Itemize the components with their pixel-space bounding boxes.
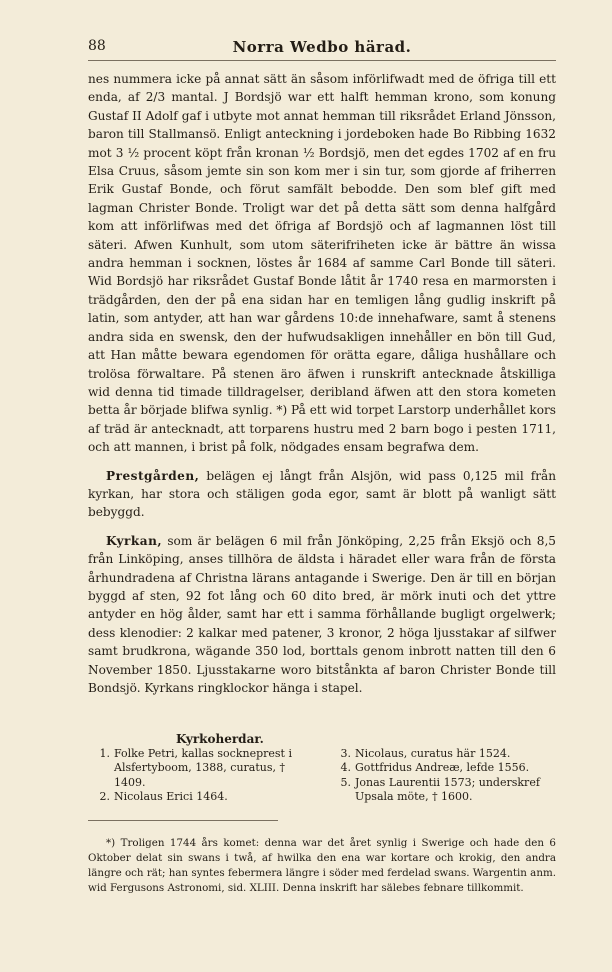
list-item: 1. Folke Petri, kallas sockneprest i Alsfertyboom, 1388, curatus, † 1409. [99,747,292,789]
list-item: 5. Jonas Laurentii 1573; underskref Upsala möte, † 1600. [340,775,540,803]
paragraph-prestgarden-text: belägen ej långt från Alsjön, wid pass 0,125 mil från kyrkan, har stora och stäligen goda egor, samt är blott på wanligt sätt bebyggd. [88,468,556,520]
paragraph-kyrkan [88,532,556,698]
clergy-column-left [88,747,315,804]
paragraph-bordsjo: nes nummera icke på annat sätt än såsom införlifwadt med de öfriga till ett enda, af 2/3 mantal. J Bordsjö war ett halft hemman krono, som konung Gustaf II Adolf gaf i utbyte mot annat hemman till riksrådet Erland Jönsson, baron till Stallmansö. Enligt anteckning i jordeboken hade Bo Ribbing 1632 mot 3 ½ procent köpt från kronan ½ Bordsjö, men det egdes 1702 af en fru Elsa Cruus, såsom jemte sin son kom mer i sin tur, som gjorde af friherren Erik Gustaf Bonde, och förut samfält bebodde. Den som blef gift med lagman Christer Bonde. Troligt war det på detta sätt som denna halfgård kom att införlifwas med det öfriga af Bordsjö och af lagmannen löst till säteri. Afwen Kunhult, som utom säterifriheten icke är bättre än wissa andra hemman i socknen, löstes år 1684 af samme Carl Bonde till säteri. Wid Bordsjö har riksrådet Gustaf Bonde låtit år 1740 resa en marmorsten i trädgården, den der på ena sidan har en temligen lång gudlig inskrift på latin, som antyder, att han war gårdens 10:de innehafware, samt å stenens andra sida en swensk, den der hufwudsakligen innehåller en bön till Gud, att Han måtte bewara egendomen för orätta egare, dåliga hushållare och trolösa förwaltare. På stenen äro äfwen i runskrift antecknade åtskilliga wid denna tid timade tilldragelser, deribland äfwen att den stora kometen betta år började blifwa synlig. *) På ett wid torpet Larstorp underhållet kors af träd är antecknadt, att torparens hustru med 2 barn bogo i pesten 1711, och att mannen, i brist på folk, nödgades ensam begrafwa dem. [88,72,556,455]
running-head: Norra Wedbo härad. [232,38,412,56]
lead-word-kyrkan: Kyrkan, [106,533,163,548]
list-item: 4. Gottfridus Andreæ, lefde 1556. [340,761,530,775]
lead-word-prestgarden: Prestgården, [106,468,200,483]
footnote-divider [88,820,278,821]
body-text [88,70,556,697]
page-header [88,38,556,61]
clergy-column-right [329,747,556,804]
clergy-list [88,732,556,804]
list-item: 3. Nicolaus, curatus här 1524. [340,747,511,761]
page-number: 88 [88,38,106,54]
footnote: *) Troligen 1744 års komet: denna war det året synlig i Swerige och hade den 6 Oktober delat sin swans i twå, af hwilka den ena war kortare och krokig, den andra längre och rät; han syntes febermera längre i söder med ferdelad swans. Wargentin anm. wid Fergusons Astronomi, sid. XLIII. Denna inskrift har sälebes febnare tillkommit. [88,837,556,895]
paragraph-kyrkan-text: som är belägen 6 mil från Jönköping, 2,25 från Eksjö och 8,5 från Linköping, anses tillhöra de äldsta i häradet eller wara från de första århundradena af Christna lärans antagande i Swerige. Den är till en början byggd af sten, 92 fot lång och 60 dito bred, är mörk inuti och det yttre antyder en hög ålder, samt har ett i samma förhållande bugligt orgelwerk; dess klenodier: 2 kalkar med patener, 3 kronor, 2 höga ljusstakar af silfwer samt brudkrona, wägande 350 lod, borttals genom inbrott natten till den 6 November 1850. Ljusstakarne woro bitstånkta af baron Christer Bonde till Bondsjö. Kyrkans ringklockor hänga i stapel. [88,533,556,695]
paragraph-prestgarden [88,467,556,522]
list-item: 2. Nicolaus Erici 1464. [99,789,228,803]
clergy-title: Kyrkoherdar. [176,732,264,746]
